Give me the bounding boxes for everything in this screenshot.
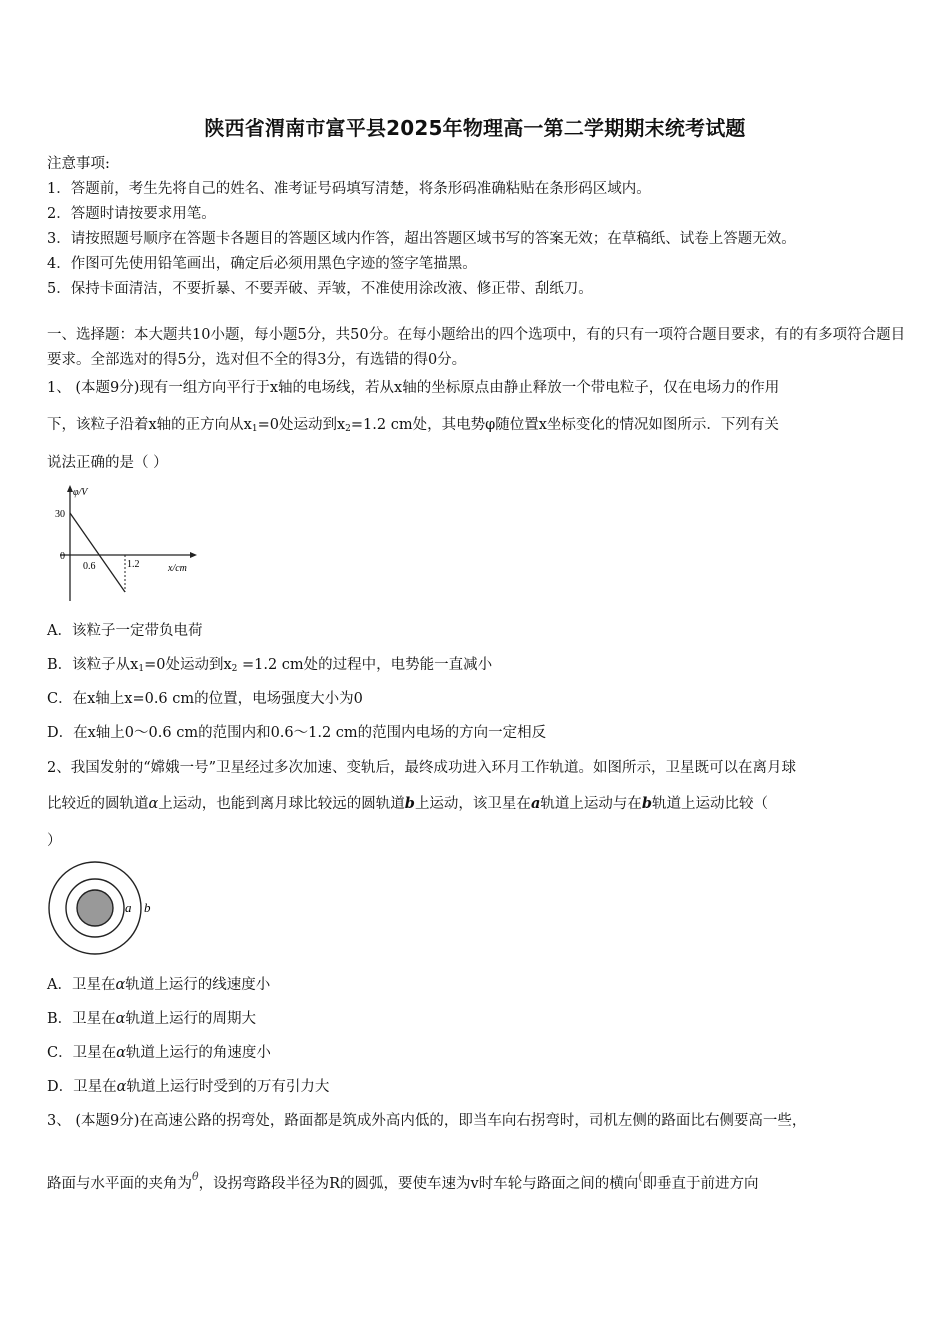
section-intro: 一、选择题：本大题共10小题，每小题5分，共50分。在每小题给出的四个选项中，有的只有一项符合题目要求，有的有多项符合题目要求。全部选对的得5分，选对但不全的得3分，有选错的得0分。 (47, 327, 906, 368)
notice-item: 4．作图可先使用铅笔画出，确定后必须用黑色字迹的签字笔描黑。 (47, 256, 477, 272)
q1-option-b: B．该粒子从$x_1=0$处运动到$x_2 =1.2$ cm处的过程中，电势能一直减小 (47, 657, 493, 674)
notice-item: 5．保持卡面清洁，不要折暴、不要弄破、弄皱，不准使用涂改液、修正带、刮纸刀。 (47, 281, 593, 297)
q2-stem-line1: 2、我国发射的“嫦娥一号”卫星经过多次加速、变轨后，最终成功进入环月工作轨道。如图所示，卫星既可以在离月球 (47, 760, 797, 776)
x-axis-label: x/cm (168, 563, 187, 574)
q2-option-d: D．卫星在α轨道上运行时受到的万有引力大 (47, 1079, 330, 1095)
q2-option-c: C．卫星在α轨道上运行的角速度小 (47, 1045, 271, 1061)
notice-item: 3．请按照题号顺序在答题卡各题目的答题区域内作答，超出答题区域书写的答案无效；在草稿纸、试卷上答题无效。 (47, 231, 796, 247)
q2-stem-line3: ） (47, 833, 62, 849)
q1-stem-line2: 下，该粒子沿着x轴的正方向从$x_1=0$处运动到$x_2=1.2$ cm处，其电势φ随位置x坐标变化的情况如图所示．下列有关 (47, 417, 779, 434)
q1-option-a: A．该粒子一定带负电荷 (47, 623, 203, 639)
orbit-figure (44, 860, 159, 955)
page-title: 陕西省渭南市富平县2025年物理高一第二学期期末统考试题 (204, 116, 746, 140)
q2-option-b: B．卫星在α轨道上运行的周期大 (47, 1011, 256, 1027)
q3-stem-line2: 路面与水平面的夹角为$^\theta$，设拐弯路段半径为R的圆弧，要使车速为v时车轮与路面之间的横向(即垂直于前进方向 (47, 1170, 759, 1192)
x-axis-arrow (190, 552, 197, 558)
notice-item: 2．答题时请按要求用笔。 (47, 206, 216, 222)
q2-stem-line2: 比较近的圆轨道α上运动，也能到离月球比较远的圆轨道b上运动，该卫星在a轨道上运动与在b轨道上运动比较（ (47, 795, 768, 812)
x-tick-label-0-6: 0.6 (83, 561, 96, 572)
q1-option-d: D．在x轴上0～0.6 cm的范围内和0.6～1.2 cm的范围内电场的方向一定相反 (47, 725, 547, 741)
origin-label: 0 (60, 551, 65, 562)
potential-graph (50, 483, 200, 605)
notice-heading: 注意事项: (47, 156, 110, 172)
q1-stem-line1: 1、 (本题9分)现有一组方向平行于x轴的电场线，若从x轴的坐标原点由静止释放一个带电粒子，仅在电场力的作用 (47, 380, 780, 396)
y-tick-label: 30 (55, 509, 65, 520)
potential-line (70, 513, 125, 592)
q1-option-c: C．在x轴上x=0.6 cm的位置，电场强度大小为0 (47, 691, 363, 707)
moon (77, 890, 113, 926)
notice-item: 1．答题前，考生先将自己的姓名、准考证号码填写清楚，将条形码准确粘贴在条形码区域内。 (47, 181, 651, 197)
orbit-label-b: b (144, 900, 151, 915)
q1-stem-line3: 说法正确的是（ ） (47, 455, 168, 471)
q2-option-a: A．卫星在α轨道上运行的线速度小 (47, 977, 271, 993)
q3-stem-line1: 3、 (本题9分)在高速公路的拐弯处，路面都是筑成外高内低的，即当车向右拐弯时，司机左侧的路面比右侧要高一些， (47, 1113, 807, 1129)
y-axis-label: φ/V (73, 487, 88, 498)
orbit-label-a: a (125, 900, 132, 915)
x-tick-label-1-2: 1.2 (127, 559, 140, 570)
